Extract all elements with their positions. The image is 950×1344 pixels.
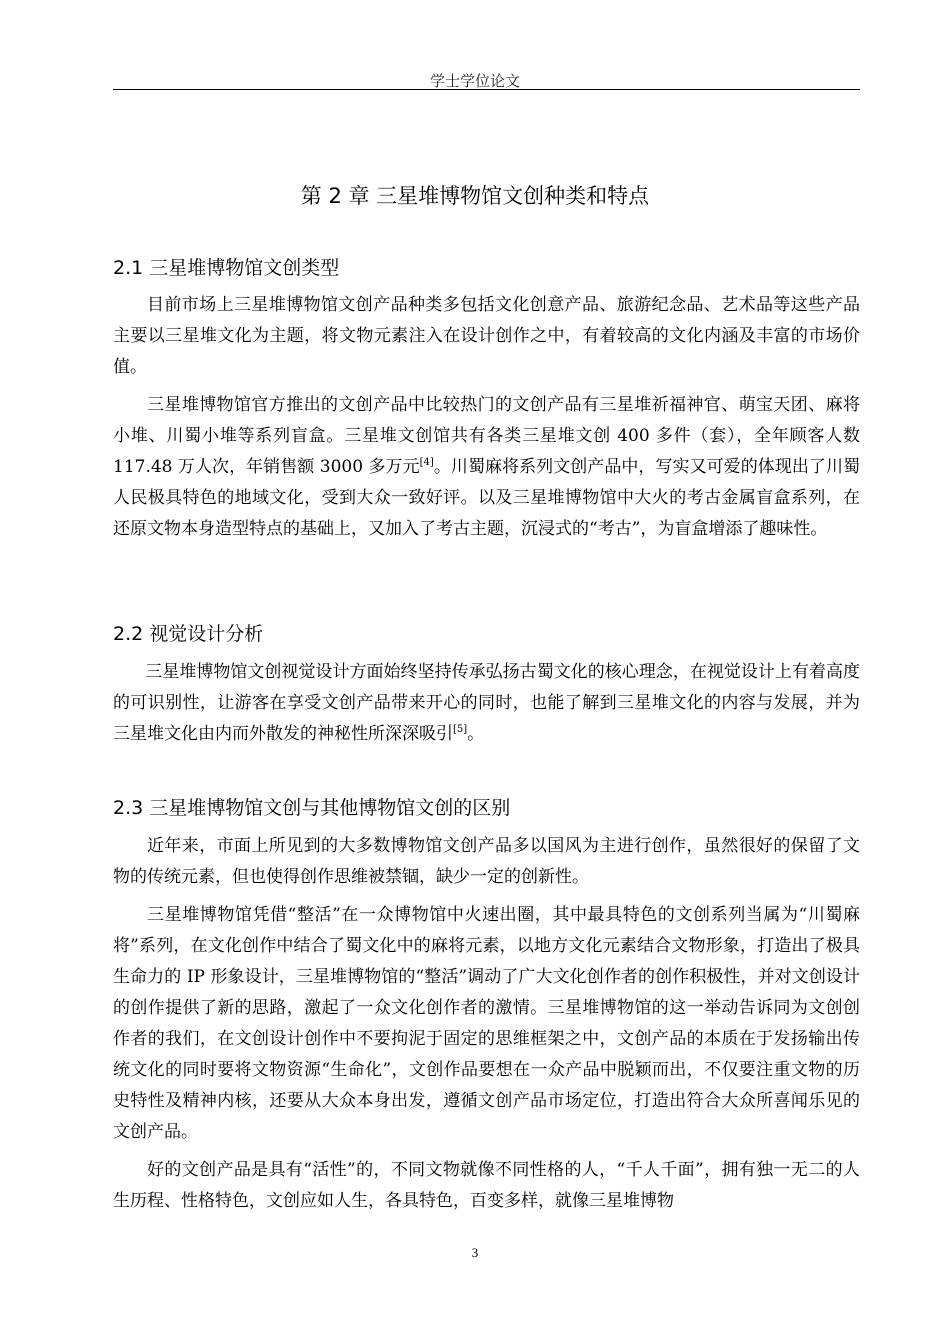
paragraph-2-1-1: 目前市场上三星堆博物馆文创产品种类多包括文化创意产品、旅游纪念品、艺术品等这些产品主要以三星堆文化为主题，将文物元素注入在设计创作之中，有着较高的文化内涵及丰富的市场价值。 [113,295,860,377]
citation-ref-4: [4] [419,457,434,468]
paragraph-2-2-1 [113,657,860,750]
section-heading-2-1: 2.1 三星堆博物馆文创类型 [113,257,340,279]
section-heading-2-2: 2.2 视觉设计分析 [113,623,264,645]
paragraph-2-3-1: 近年来，市面上所见到的大多数博物馆文创产品多以国风为主进行创作，虽然很好的保留了文物的传统元素，但也使得创作思维被禁锢，缺少一定的创新性。 [113,836,860,887]
chapter-title: 第 2 章 三星堆博物馆文创种类和特点 [300,184,650,208]
citation-ref-5: [5] [453,724,468,735]
running-header: 学士学位论文 [429,72,520,90]
paragraph-2-3-3: 好的文创产品是具有“活性”的，不同文物就像不同性格的人，“千人千面”，拥有独一无二的人生历程、性格特色，文创应如人生，各具特色，百变多样，就像三星堆博物 [113,1160,860,1211]
paragraph-2-3-2: 三星堆博物馆凭借“整活”在一众博物馆中火速出圈，其中最具特色的文创系列当属为“川蜀麻将”系列，在文化创作中结合了蜀文化中的麻将元素，以地方文化元素结合文物形象，打造出了极具生命力的 IP 形象设计，三星堆博物馆的“整活”调动了广大文化创作者的创作积极性，并对文创设计的创作提供了新的思路，激起了一众文化创作者的激情。三星堆博物馆的这一举动告诉同为文创创作者的我们，在文创设计创作中不要拘泥于固定的思维框架之中，文创产品的本质在于发扬输出传统文化的同时要将文物资源“生命化”，文创作品要想在一众产品中脱颖而出，不仅要注重文物的历史特性及精神内核，还要从大众本身出发，遵循文创产品市场定位，打造出符合大众所喜闻乐见的文创产品。 [113,905,860,1142]
paragraph-text: 。川蜀麻将系列文创产品中，写实又可爱的体现出了川蜀人民极具特色的地域文化，受到大众一致好评。以及三星堆博物馆中大火的考古金属盲盒系列，在还原文物本身造型特点的基础上，又加入了考古主题，沉浸式的“考古”，为盲盒增添了趣味性。 [113,457,861,539]
paragraph-text: 三星堆博物馆官方推出的文创产品中比较热门的文创产品有三星堆祈福神官、萌宝天团、麻将小堆、川蜀小堆等系列盲盒。三星堆文创馆共有各类三星堆文创 400 多件（套），全年顾客人数 117.48 万人次，年销售额 3000 多万元 [113,395,860,477]
header-rule [113,89,860,90]
page-number: 3 [471,1245,479,1260]
paragraph-text: 三星堆博物馆文创视觉设计方面始终坚持传承弘扬古蜀文化的核心理念，在视觉设计上有着高度的可识别性，让游客在享受文创产品带来开心的同时，也能了解到三星堆文化的内容与发展，并为三星堆文化由内而外散发的神秘性所深深吸引 [113,662,860,744]
section-heading-2-3: 2.3 三星堆博物馆文创与其他博物馆文创的区别 [113,797,511,819]
paragraph-2-1-2 [113,390,860,545]
paragraph-text: 。 [467,724,485,744]
